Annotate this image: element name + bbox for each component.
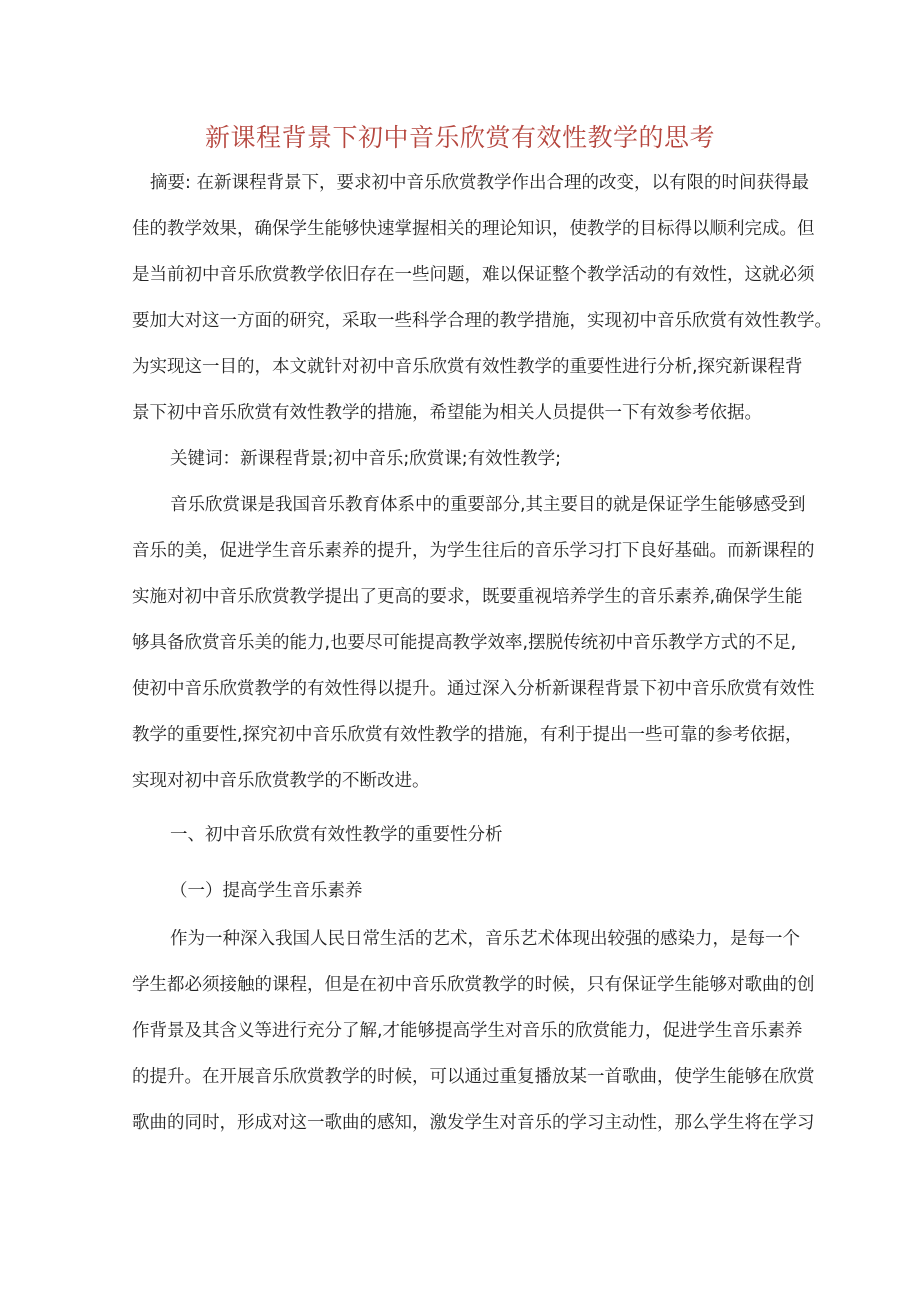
abstract-line-1: 摘要: 在新课程背景下，要求初中音乐欣赏教学作出合理的改变，以有限的时间获得最 — [150, 173, 809, 193]
intro-line-6: 教学的重要性,探究初中音乐欣赏有效性教学的措施，有利于提出一些可靠的参考依据， — [132, 725, 803, 745]
section-heading: 一、初中音乐欣赏有效性教学的重要性分析 — [170, 825, 503, 845]
intro-line-3: 实施对初中音乐欣赏教学提出了更高的要求，既要重视培养学生的音乐素养,确保学生能 — [132, 587, 803, 607]
keywords-line: 关键词：新课程背景;初中音乐;欣赏课;有效性教学; — [170, 449, 562, 469]
subsection-heading: （一）提高学生音乐素养 — [170, 881, 363, 901]
body-line-4: 的提升。在开展音乐欣赏教学的时候，可以通过重复播放某一首歌曲，使学生能够在欣赏 — [132, 1067, 815, 1087]
abstract-line-5: 为实现这一目的，本文就针对初中音乐欣赏有效性教学的重要性进行分析,探究新课程背 — [132, 357, 803, 377]
abstract-line-4: 要加大对这一方面的研究，采取一些科学合理的教学措施，实现初中音乐欣赏有效性教学。 — [132, 311, 832, 331]
document-title: 新课程背景下初中音乐欣赏有效性教学的思考 — [204, 123, 715, 152]
abstract-line-3: 是当前初中音乐欣赏教学依旧存在一些问题，难以保证整个教学活动的有效性，这就必须 — [132, 265, 815, 285]
intro-line-2: 音乐的美，促进学生音乐素养的提升，为学生往后的音乐学习打下良好基础。而新课程的 — [132, 541, 815, 561]
intro-line-4: 够具备欣赏音乐美的能力,也要尽可能提高教学效率,摆脱传统初中音乐教学方式的不足, — [132, 633, 797, 653]
intro-line-5: 使初中音乐欣赏教学的有效性得以提升。通过深入分析新课程背景下初中音乐欣赏有效性 — [132, 679, 815, 699]
abstract-line-2: 佳的教学效果，确保学生能够快速掌握相关的理论知识，使教学的目标得以顺利完成。但 — [132, 219, 815, 239]
body-line-3: 作背景及其含义等进行充分了解,才能够提高学生对音乐的欣赏能力，促进学生音乐素养 — [132, 1021, 803, 1041]
intro-line-1: 音乐欣赏课是我国音乐教育体系中的重要部分,其主要目的就是保证学生能够感受到 — [170, 495, 806, 515]
intro-line-7: 实现对初中音乐欣赏教学的不断改进。 — [132, 771, 430, 791]
abstract-line-6: 景下初中音乐欣赏有效性教学的措施，希望能为相关人员提供一下有效参考依据。 — [132, 403, 762, 423]
body-line-5: 歌曲的同时，形成对这一歌曲的感知，激发学生对音乐的学习主动性，那么学生将在学习 — [132, 1113, 815, 1133]
body-line-1: 作为一种深入我国人民日常生活的艺术，音乐艺术体现出较强的感染力，是每一个 — [170, 929, 800, 949]
body-line-2: 学生都必须接触的课程，但是在初中音乐欣赏教学的时候，只有保证学生能够对歌曲的创 — [132, 975, 815, 995]
